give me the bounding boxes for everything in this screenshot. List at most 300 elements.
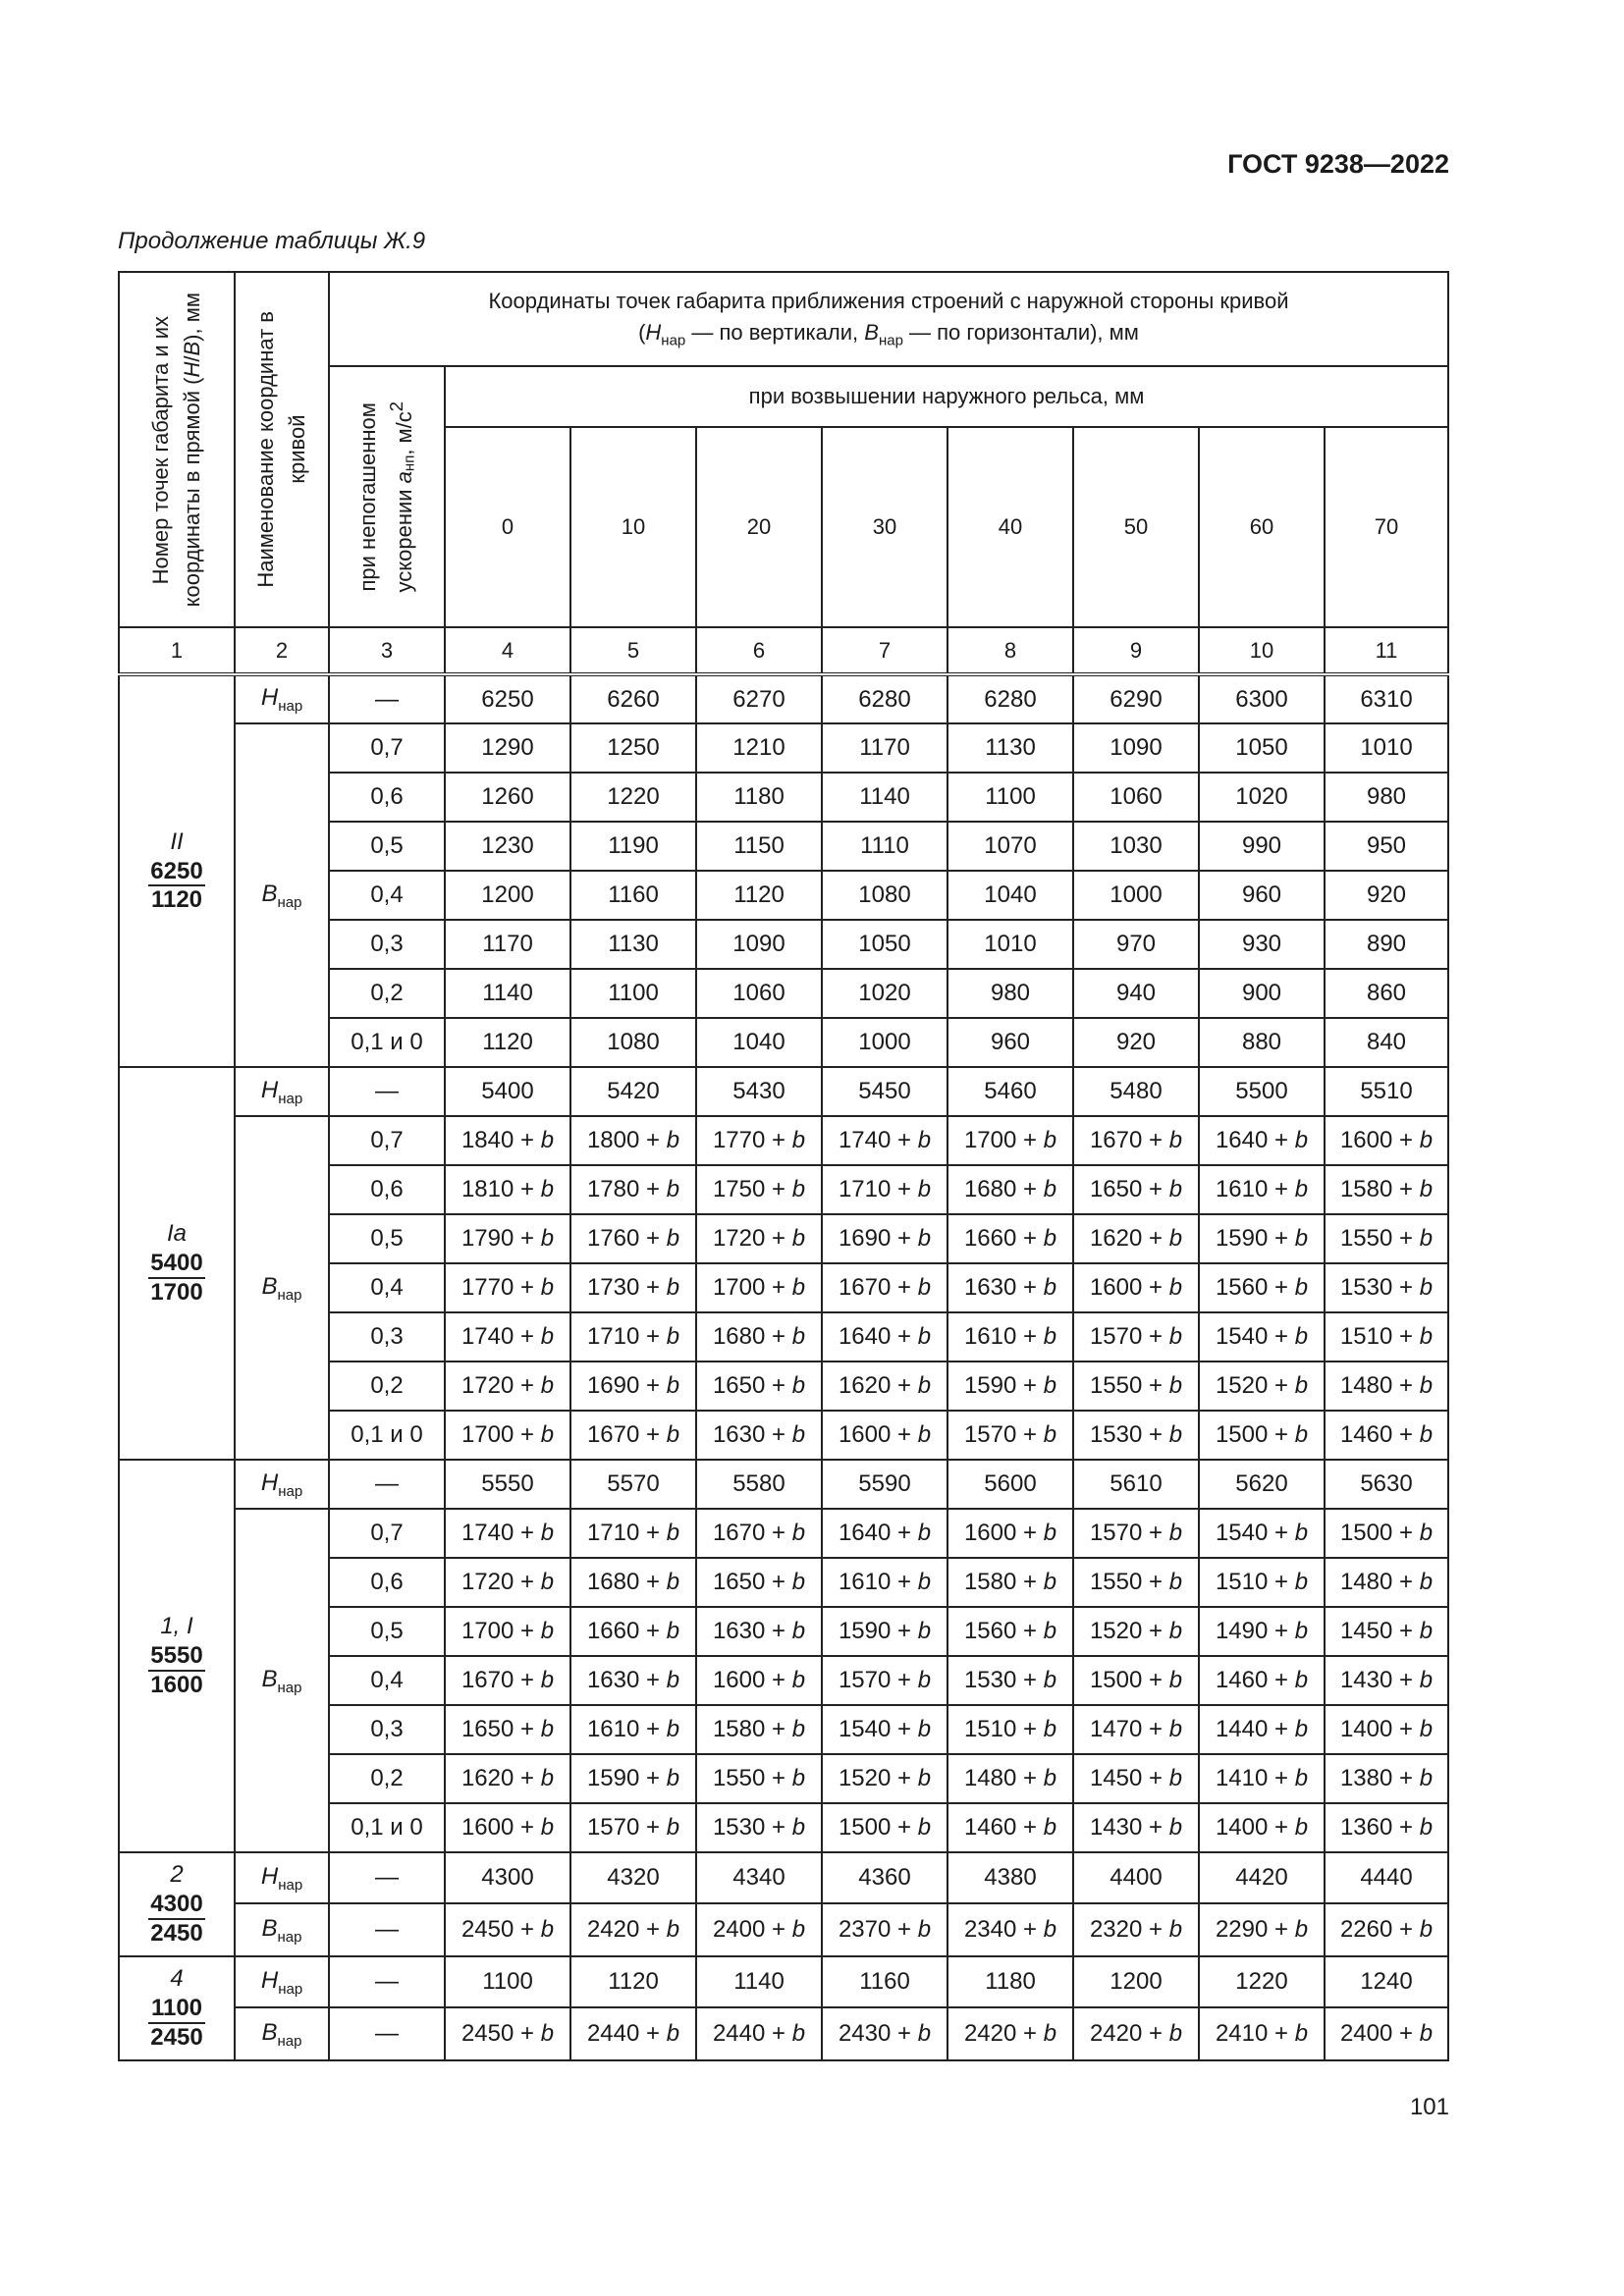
- value-variable: b: [666, 1814, 680, 1841]
- value-number: 1480 +: [1339, 1569, 1420, 1595]
- value-variable: b: [917, 1618, 932, 1644]
- value-number: 1540 +: [838, 1716, 918, 1742]
- value-cell: [1199, 1165, 1325, 1214]
- value-number: 1760 +: [586, 1225, 667, 1252]
- value-number: 2400 +: [1339, 2020, 1420, 2047]
- value-cell: [822, 1705, 947, 1754]
- value-cell: [822, 1607, 947, 1656]
- value-number: 1710 +: [586, 1323, 667, 1350]
- value-number: 1530 +: [712, 1814, 792, 1841]
- value-cell: [1199, 1362, 1325, 1411]
- value-variable: b: [917, 1569, 932, 1595]
- value-number: 1450 +: [1089, 1765, 1169, 1791]
- acceleration-cell: 0,4: [329, 871, 445, 920]
- value-variable: b: [666, 1520, 680, 1546]
- value-cell: [822, 2007, 947, 2060]
- value-cell: 5450: [822, 1067, 947, 1116]
- value-number: 1710 +: [838, 1176, 918, 1202]
- value-cell: 1260: [445, 773, 570, 822]
- coordinate-subscript: нар: [277, 2032, 302, 2050]
- value-variable: b: [1168, 1421, 1183, 1448]
- value-variable: b: [917, 1667, 932, 1693]
- value-number: 1360 +: [1339, 1814, 1420, 1841]
- value-cell: [696, 1214, 822, 1263]
- table-row: [119, 1852, 1448, 1903]
- value-cell: 1250: [570, 723, 696, 773]
- value-cell: 1100: [947, 773, 1073, 822]
- coordinate-letter: H: [260, 684, 279, 712]
- value-cell: [1325, 1656, 1448, 1705]
- value-cell: [1073, 1558, 1199, 1607]
- value-cell: [570, 1656, 696, 1705]
- value-cell: [445, 1165, 570, 1214]
- value-cell: [1325, 1165, 1448, 1214]
- value-cell: 1070: [947, 822, 1073, 871]
- value-cell: 1000: [1073, 871, 1199, 920]
- value-variable: b: [1043, 1716, 1057, 1742]
- value-cell: [947, 1362, 1073, 1411]
- value-cell: [822, 1903, 947, 1956]
- value-cell: 1120: [445, 1018, 570, 1067]
- column-number-cell: 9: [1073, 627, 1199, 674]
- elevation-cell: 30: [822, 427, 947, 627]
- value-cell: 5610: [1073, 1460, 1199, 1509]
- value-variable: b: [917, 1225, 932, 1252]
- point-id: 2: [170, 1861, 184, 1889]
- value-variable: b: [1419, 1814, 1434, 1841]
- value-cell: [696, 1362, 822, 1411]
- value-cell: [570, 1803, 696, 1852]
- coordinate-subscript: нар: [278, 697, 303, 715]
- value-variable: b: [540, 1323, 555, 1350]
- value-cell: [1199, 1509, 1325, 1558]
- value-variable: b: [1419, 1176, 1434, 1202]
- col2-header: [235, 272, 329, 627]
- value-cell: [1199, 1411, 1325, 1460]
- value-cell: 5590: [822, 1460, 947, 1509]
- elevation-cell: 70: [1325, 427, 1448, 627]
- coordinate-subscript: нар: [277, 893, 302, 911]
- value-variable: b: [1168, 1323, 1183, 1350]
- column-number-cell: 1: [119, 627, 235, 674]
- value-cell: 4420: [1199, 1852, 1325, 1903]
- value-variable: b: [791, 1372, 806, 1399]
- value-number: 1630 +: [712, 1421, 792, 1448]
- value-cell: 1140: [445, 969, 570, 1018]
- coordinate-letter: H: [260, 1862, 279, 1890]
- value-variable: b: [1168, 1274, 1183, 1301]
- acceleration-cell: —: [329, 2007, 445, 2060]
- value-cell: [445, 1558, 570, 1607]
- acceleration-cell: —: [329, 1460, 445, 1509]
- value-cell: 5500: [1199, 1067, 1325, 1116]
- value-variable: b: [791, 1765, 806, 1791]
- coordinate-letter: B: [261, 880, 278, 907]
- value-variable: b: [791, 2020, 806, 2047]
- value-cell: 5570: [570, 1460, 696, 1509]
- value-number: 1540 +: [1215, 1323, 1295, 1350]
- value-number: 1700 +: [460, 1618, 541, 1644]
- value-variable: b: [666, 1225, 680, 1252]
- value-variable: b: [1419, 1274, 1434, 1301]
- value-cell: 5480: [1073, 1067, 1199, 1116]
- value-number: 1570 +: [963, 1421, 1044, 1448]
- value-number: 2410 +: [1215, 2020, 1295, 2047]
- value-number: 1640 +: [838, 1520, 918, 1546]
- value-cell: [1199, 1558, 1325, 1607]
- table-row: [119, 723, 1448, 773]
- point-coordinates: [148, 1642, 204, 1698]
- value-number: 1670 +: [460, 1667, 541, 1693]
- acceleration-cell: 0,1 и 0: [329, 1411, 445, 1460]
- value-cell: [445, 1411, 570, 1460]
- value-cell: [1073, 1607, 1199, 1656]
- coordinates-header-line1: Координаты точек габарита приближения строений с наружной стороны кривой: [488, 289, 1289, 314]
- value-number: 1630 +: [586, 1667, 667, 1693]
- value-cell: 5430: [696, 1067, 822, 1116]
- value-cell: [1073, 1362, 1199, 1411]
- value-variable: b: [666, 1765, 680, 1791]
- value-variable: b: [1043, 2020, 1057, 2047]
- coordinate-letter: B: [261, 1665, 278, 1692]
- value-number: 1680 +: [586, 1569, 667, 1595]
- coordinate-letter: B: [261, 2018, 278, 2046]
- value-cell: [822, 1558, 947, 1607]
- value-number: 1590 +: [586, 1765, 667, 1791]
- value-cell: [1073, 1705, 1199, 1754]
- value-variable: b: [1294, 1716, 1309, 1742]
- column-number-cell: 5: [570, 627, 696, 674]
- value-number: 1520 +: [1215, 1372, 1295, 1399]
- value-variable: b: [540, 1765, 555, 1791]
- value-number: 1400 +: [1215, 1814, 1295, 1841]
- elevation-cell: 0: [445, 427, 570, 627]
- value-cell: 6290: [1073, 674, 1199, 723]
- table-row: [119, 674, 1448, 723]
- acceleration-cell: 0,3: [329, 1312, 445, 1362]
- value-cell: 1120: [570, 1956, 696, 2007]
- point-h-value: 6250: [148, 858, 204, 887]
- value-number: 1620 +: [838, 1372, 918, 1399]
- acceleration-cell: 0,7: [329, 1509, 445, 1558]
- col1-header: [119, 272, 235, 627]
- value-cell: 6300: [1199, 674, 1325, 723]
- value-number: 1630 +: [712, 1618, 792, 1644]
- value-cell: [1199, 1214, 1325, 1263]
- value-number: 1600 +: [460, 1814, 541, 1841]
- coordinate-subscript: нар: [278, 1980, 303, 1998]
- value-variable: b: [666, 1372, 680, 1399]
- value-number: 1790 +: [460, 1225, 541, 1252]
- table-row: [119, 1116, 1448, 1165]
- value-number: 2450 +: [460, 1916, 541, 1943]
- value-cell: [445, 1656, 570, 1705]
- value-variable: b: [917, 1520, 932, 1546]
- value-number: 1720 +: [460, 1569, 541, 1595]
- point-id: 1, I: [160, 1613, 193, 1640]
- value-variable: b: [1294, 1372, 1309, 1399]
- value-number: 1470 +: [1089, 1716, 1169, 1742]
- value-cell: 1060: [696, 969, 822, 1018]
- value-variable: b: [917, 2020, 932, 2047]
- value-cell: [696, 1509, 822, 1558]
- value-variable: b: [1168, 1225, 1183, 1252]
- value-variable: b: [1294, 1323, 1309, 1350]
- value-number: 1550 +: [1339, 1225, 1420, 1252]
- value-variable: b: [1043, 1372, 1057, 1399]
- value-cell: 4360: [822, 1852, 947, 1903]
- value-cell: 1060: [1073, 773, 1199, 822]
- value-variable: b: [1294, 1421, 1309, 1448]
- acceleration-cell: 0,7: [329, 1116, 445, 1165]
- value-number: 1710 +: [586, 1520, 667, 1546]
- value-cell: [570, 2007, 696, 2060]
- value-number: 1530 +: [963, 1667, 1044, 1693]
- value-cell: [696, 1754, 822, 1803]
- value-cell: 1130: [947, 723, 1073, 773]
- value-variable: b: [666, 2020, 680, 2047]
- value-cell: [947, 1803, 1073, 1852]
- value-number: 1750 +: [712, 1176, 792, 1202]
- coordinate-letter: B: [261, 1272, 278, 1300]
- value-cell: [1073, 1165, 1199, 1214]
- value-variable: b: [1419, 1323, 1434, 1350]
- column-number-row: [119, 627, 1448, 674]
- value-variable: b: [1294, 1569, 1309, 1595]
- value-number: 1740 +: [460, 1323, 541, 1350]
- value-variable: b: [917, 1421, 932, 1448]
- value-number: 2340 +: [963, 1916, 1044, 1943]
- value-cell: [822, 1656, 947, 1705]
- value-cell: [570, 1165, 696, 1214]
- acceleration-cell: 0,4: [329, 1656, 445, 1705]
- value-cell: 1040: [947, 871, 1073, 920]
- value-number: 2260 +: [1339, 1916, 1420, 1943]
- value-cell: 920: [1325, 871, 1448, 920]
- value-cell: 890: [1325, 920, 1448, 969]
- value-cell: [445, 1312, 570, 1362]
- value-cell: [696, 1411, 822, 1460]
- value-cell: 4440: [1325, 1852, 1448, 1903]
- value-number: 1650 +: [1089, 1176, 1169, 1202]
- coordinate-subscript: нар: [278, 1090, 303, 1107]
- value-number: 1610 +: [838, 1569, 918, 1595]
- value-variable: b: [791, 1618, 806, 1644]
- value-cell: [445, 2007, 570, 2060]
- value-variable: b: [1168, 1667, 1183, 1693]
- value-cell: 5400: [445, 1067, 570, 1116]
- value-cell: [1073, 1803, 1199, 1852]
- value-number: 1600 +: [1339, 1127, 1420, 1153]
- value-cell: 980: [947, 969, 1073, 1018]
- value-number: 1600 +: [1089, 1274, 1169, 1301]
- value-cell: 1030: [1073, 822, 1199, 871]
- value-cell: [445, 1263, 570, 1312]
- value-variable: b: [1043, 1916, 1057, 1943]
- page-number: 101: [1409, 2094, 1449, 2120]
- value-variable: b: [1043, 1225, 1057, 1252]
- value-number: 1640 +: [1215, 1127, 1295, 1153]
- value-cell: 1120: [696, 871, 822, 920]
- value-cell: [947, 1656, 1073, 1705]
- value-variable: b: [666, 1618, 680, 1644]
- value-cell: [1325, 1263, 1448, 1312]
- value-variable: b: [791, 1667, 806, 1693]
- point-b-value: 1700: [150, 1278, 203, 1306]
- value-variable: b: [917, 1916, 932, 1943]
- value-cell: [1325, 1803, 1448, 1852]
- value-number: 1670 +: [1089, 1127, 1169, 1153]
- point-h-value: 1100: [148, 1995, 204, 2024]
- value-cell: [1325, 1705, 1448, 1754]
- value-variable: b: [540, 1421, 555, 1448]
- value-cell: [1199, 1116, 1325, 1165]
- value-variable: b: [540, 2020, 555, 2047]
- value-cell: [822, 1263, 947, 1312]
- value-cell: 6310: [1325, 674, 1448, 723]
- value-variable: b: [791, 1520, 806, 1546]
- value-cell: 900: [1199, 969, 1325, 1018]
- table-row: [119, 1903, 1448, 1956]
- value-variable: b: [1168, 1618, 1183, 1644]
- value-number: 1610 +: [1215, 1176, 1295, 1202]
- value-cell: [947, 1214, 1073, 1263]
- value-cell: [445, 1116, 570, 1165]
- value-variable: b: [917, 1274, 932, 1301]
- value-cell: [1325, 1362, 1448, 1411]
- value-cell: [570, 1509, 696, 1558]
- value-cell: [1325, 1558, 1448, 1607]
- value-cell: [570, 1362, 696, 1411]
- value-number: 1600 +: [838, 1421, 918, 1448]
- value-cell: 4300: [445, 1852, 570, 1903]
- value-variable: b: [1419, 1618, 1434, 1644]
- acceleration-cell: —: [329, 674, 445, 723]
- value-number: 1500 +: [1089, 1667, 1169, 1693]
- value-cell: [947, 2007, 1073, 2060]
- acceleration-cell: —: [329, 1067, 445, 1116]
- column-number-cell: 4: [445, 627, 570, 674]
- value-variable: b: [540, 1176, 555, 1202]
- value-cell: [1325, 1754, 1448, 1803]
- value-cell: [696, 1558, 822, 1607]
- value-variable: b: [791, 1716, 806, 1742]
- value-variable: b: [1419, 1421, 1434, 1448]
- value-number: 2420 +: [586, 1916, 667, 1943]
- value-cell: [696, 1903, 822, 1956]
- coordinate-name-cell: [235, 2007, 329, 2060]
- value-cell: 5460: [947, 1067, 1073, 1116]
- acceleration-cell: 0,3: [329, 920, 445, 969]
- coordinate-subscript: нар: [277, 1286, 302, 1304]
- value-cell: [1325, 1312, 1448, 1362]
- value-number: 1520 +: [838, 1765, 918, 1791]
- value-cell: 1090: [696, 920, 822, 969]
- value-cell: [822, 1214, 947, 1263]
- value-cell: [1073, 1116, 1199, 1165]
- value-variable: b: [1419, 1716, 1434, 1742]
- value-number: 1730 +: [586, 1274, 667, 1301]
- value-variable: b: [1168, 1127, 1183, 1153]
- value-variable: b: [540, 1916, 555, 1943]
- value-number: 2440 +: [586, 2020, 667, 2047]
- value-cell: [822, 1803, 947, 1852]
- value-variable: b: [1168, 1916, 1183, 1943]
- value-cell: 5600: [947, 1460, 1073, 1509]
- value-cell: 1200: [445, 871, 570, 920]
- acceleration-cell: 0,6: [329, 1558, 445, 1607]
- value-variable: b: [917, 1814, 932, 1841]
- value-number: 1670 +: [586, 1421, 667, 1448]
- column-number-cell: 8: [947, 627, 1073, 674]
- value-cell: [696, 1705, 822, 1754]
- point-b-value: 1120: [150, 886, 203, 914]
- value-cell: 1160: [822, 1956, 947, 2007]
- value-number: 1520 +: [1089, 1618, 1169, 1644]
- value-cell: 880: [1199, 1018, 1325, 1067]
- value-cell: 1090: [1073, 723, 1199, 773]
- value-cell: 860: [1325, 969, 1448, 1018]
- value-cell: [1325, 1411, 1448, 1460]
- value-cell: [570, 1754, 696, 1803]
- value-number: 1480 +: [1339, 1372, 1420, 1399]
- value-number: 1590 +: [838, 1618, 918, 1644]
- value-variable: b: [540, 1225, 555, 1252]
- value-number: 1720 +: [460, 1372, 541, 1399]
- value-variable: b: [917, 1323, 932, 1350]
- value-variable: b: [1419, 1520, 1434, 1546]
- value-cell: [570, 1558, 696, 1607]
- value-number: 1740 +: [838, 1127, 918, 1153]
- table-row: [119, 1509, 1448, 1558]
- value-cell: [1073, 1903, 1199, 1956]
- value-variable: b: [791, 1274, 806, 1301]
- value-number: 1510 +: [1339, 1323, 1420, 1350]
- value-variable: b: [666, 1323, 680, 1350]
- value-number: 1800 +: [586, 1127, 667, 1153]
- point-b-value: 2450: [150, 2023, 203, 2051]
- acceleration-cell: 0,2: [329, 969, 445, 1018]
- acceleration-cell: 0,5: [329, 1214, 445, 1263]
- value-cell: 1230: [445, 822, 570, 871]
- value-number: 1700 +: [460, 1421, 541, 1448]
- value-cell: [1073, 1656, 1199, 1705]
- coordinates-header: [329, 272, 1448, 366]
- value-cell: [570, 1116, 696, 1165]
- value-number: 1550 +: [1089, 1569, 1169, 1595]
- elevation-header: при возвышении наружного рельса, мм: [445, 366, 1448, 427]
- value-variable: b: [1419, 1127, 1434, 1153]
- value-number: 1410 +: [1215, 1765, 1295, 1791]
- value-number: 1510 +: [963, 1716, 1044, 1742]
- value-number: 1650 +: [712, 1372, 792, 1399]
- value-cell: 1200: [1073, 1956, 1199, 2007]
- point-coordinates: [148, 1250, 204, 1306]
- value-cell: 5420: [570, 1067, 696, 1116]
- value-number: 1580 +: [1339, 1176, 1420, 1202]
- column-number-cell: 10: [1199, 627, 1325, 674]
- value-number: 1670 +: [712, 1520, 792, 1546]
- value-variable: b: [540, 1372, 555, 1399]
- value-cell: [822, 1754, 947, 1803]
- point-b-value: 2450: [150, 1919, 203, 1947]
- value-cell: [570, 1411, 696, 1460]
- value-cell: 1220: [570, 773, 696, 822]
- value-cell: [1199, 1754, 1325, 1803]
- value-cell: [822, 1116, 947, 1165]
- col1-header-text: Номер точек габарита и их координаты в прямой (H/B), мм: [148, 292, 204, 608]
- value-cell: [445, 1705, 570, 1754]
